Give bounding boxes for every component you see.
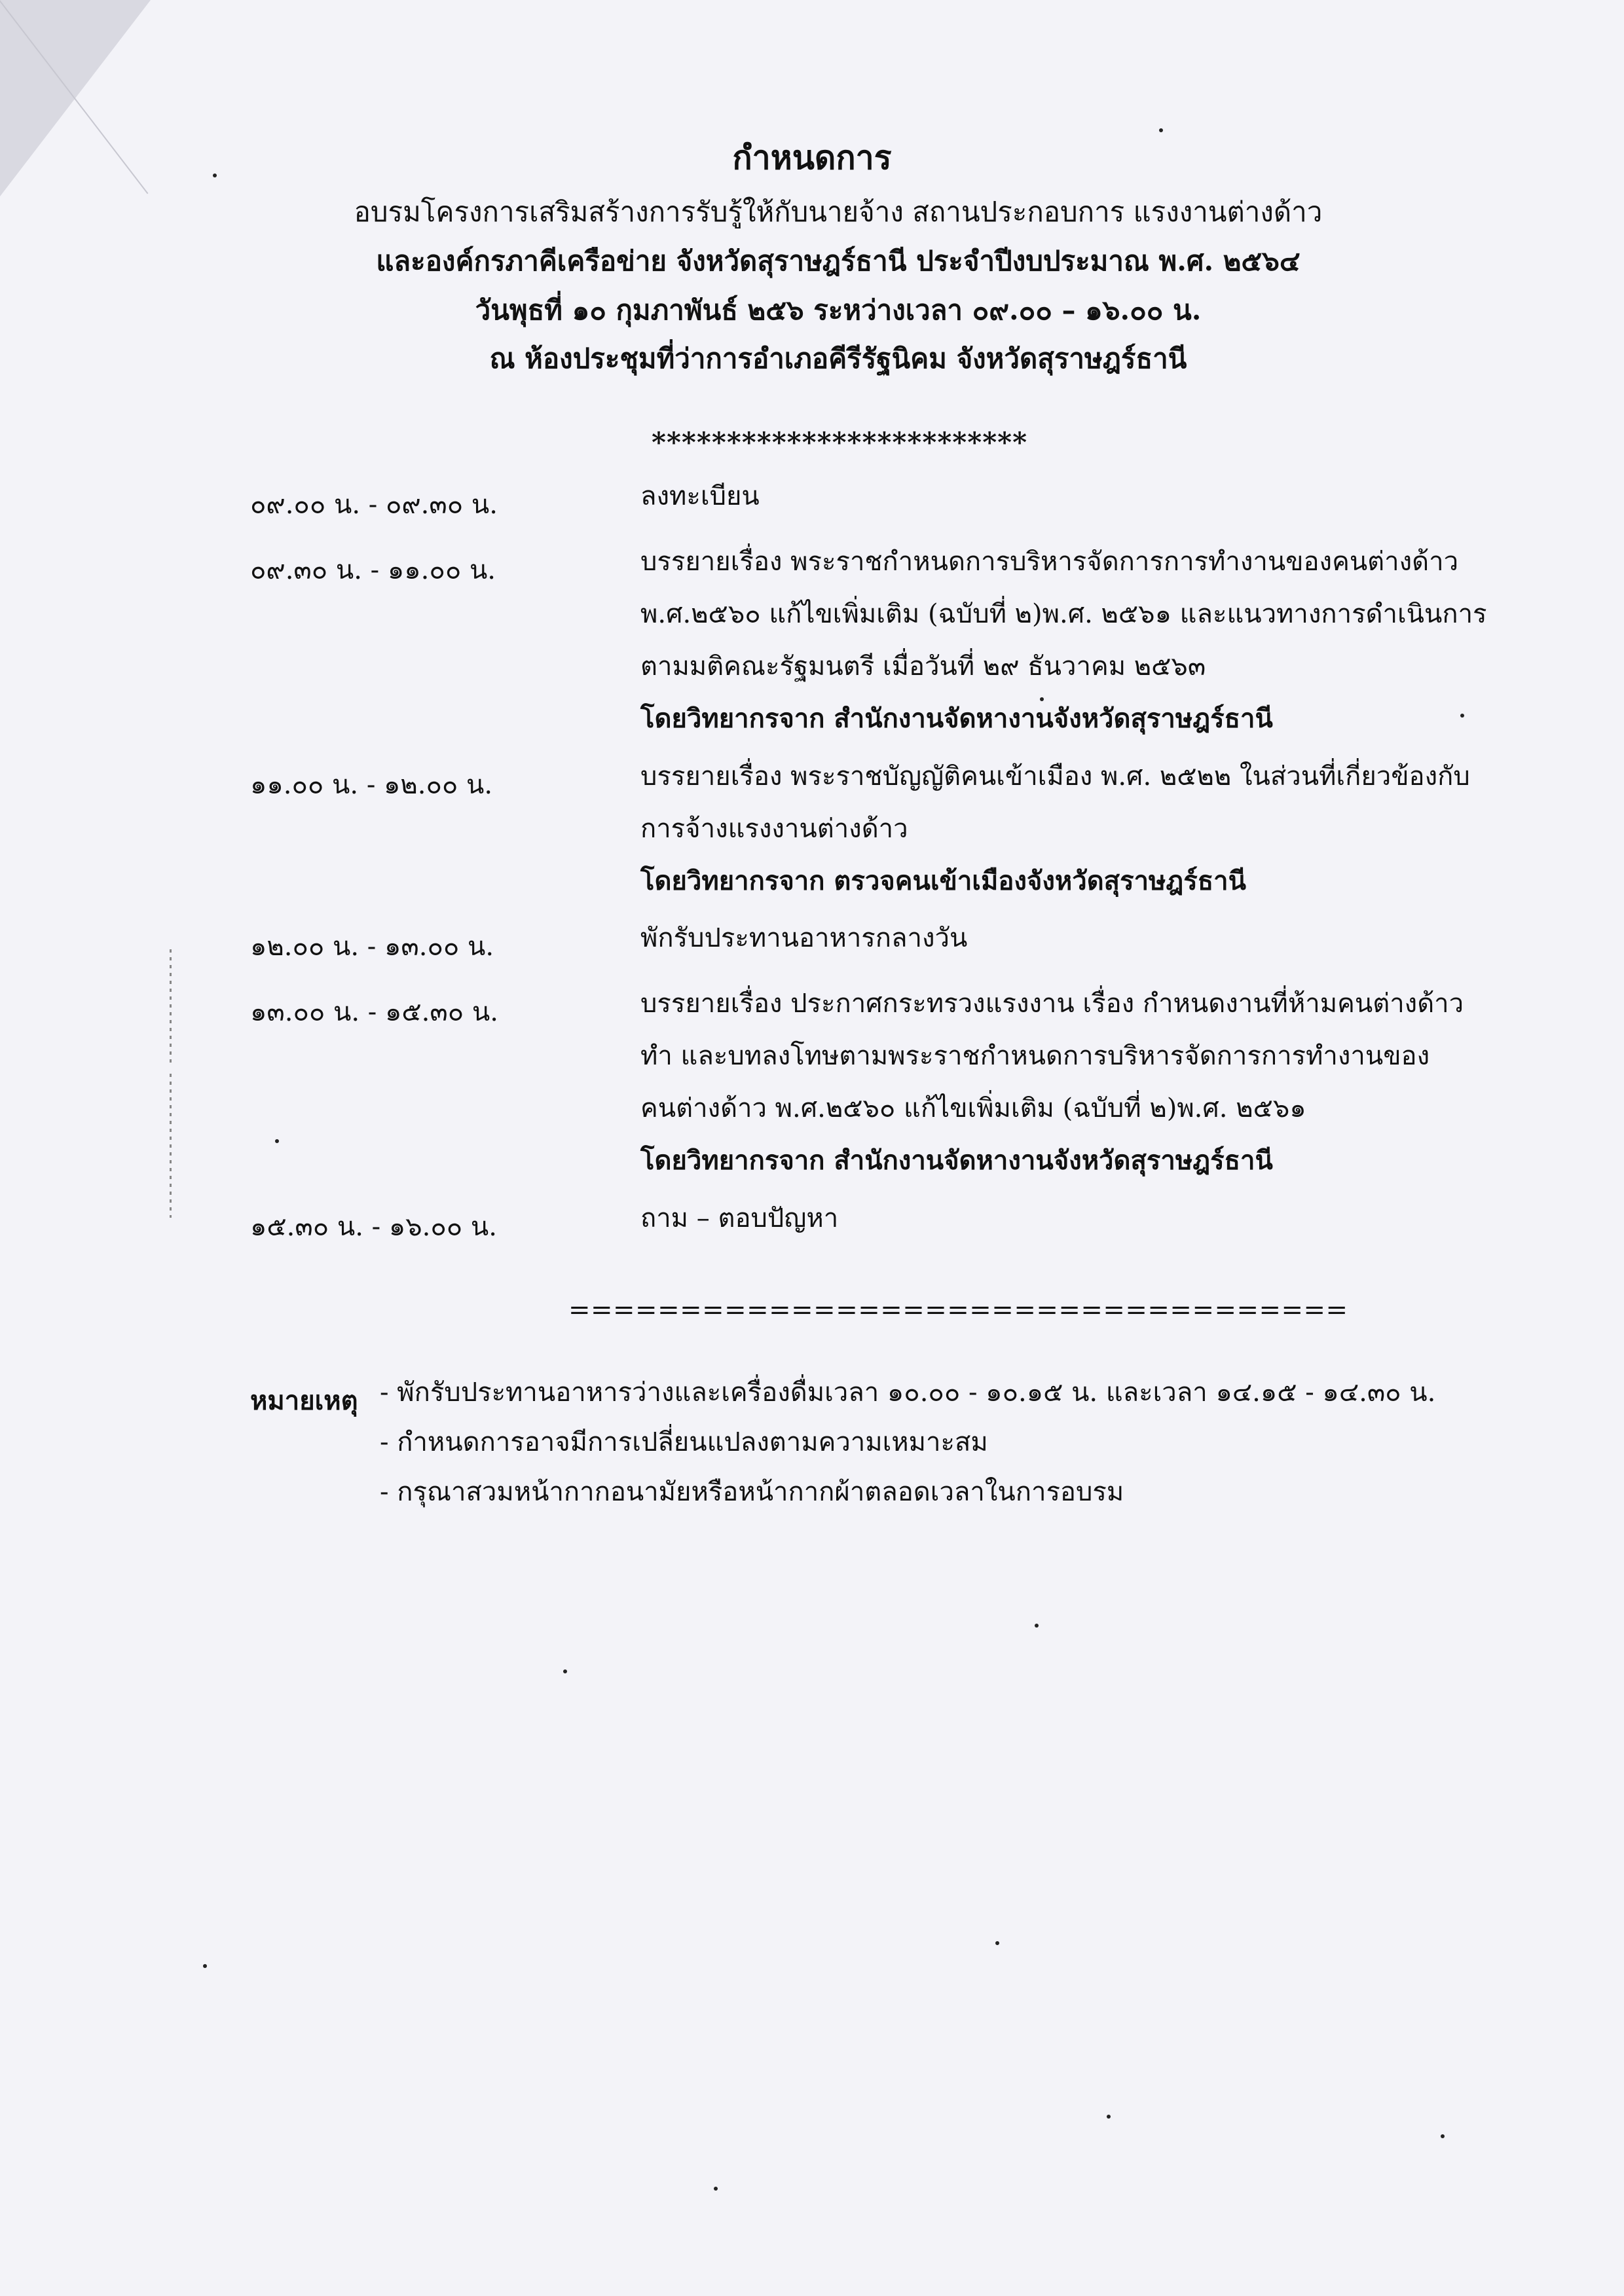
scan-speck xyxy=(995,1941,999,1945)
schedule-line: บรรยายเรื่อง ประกาศกระทรวงแรงงาน เรื่อง กำหนดงานที่ห้ามคนต่างด้าว xyxy=(640,989,1464,1019)
schedule-description xyxy=(640,470,1511,522)
schedule-description xyxy=(640,536,1511,745)
schedule-line: คนต่างด้าว พ.ศ.๒๕๖๐ แก้ไขเพิ่มเติม (ฉบับที่ ๒)พ.ศ. ๒๕๖๑ xyxy=(640,1093,1306,1123)
scan-speck xyxy=(1460,714,1464,718)
schedule-line: บรรยายเรื่อง พระราชกำหนดการบริหารจัดการการทำงานของคนต่างด้าว xyxy=(640,547,1459,577)
scan-speck xyxy=(1035,1624,1039,1628)
schedule-description xyxy=(640,977,1511,1187)
schedule-line: ทำ และบทลงโทษตามพระราชกำหนดการบริหารจัดการการทำงานของ xyxy=(640,1041,1430,1071)
note-item: - กำหนดการอาจมีการเปลี่ยนแปลงตามความเหมาะสม xyxy=(380,1427,988,1457)
schedule-line: พ.ศ.๒๕๖๐ แก้ไขเพิ่มเติม (ฉบับที่ ๒)พ.ศ. ๒๕๖๑ และแนวทางการดำเนินการ xyxy=(640,599,1487,629)
star-separator: ************************* xyxy=(652,426,1028,458)
scan-speck xyxy=(1107,2115,1111,2119)
schedule-line: บรรยายเรื่อง พระราชบัญญัติคนเข้าเมือง พ.ศ. ๒๕๒๒ ในส่วนที่เกี่ยวข้องกับ xyxy=(640,761,1470,792)
schedule-line: การจ้างแรงงานต่างด้าว xyxy=(640,814,908,844)
schedule-line: ลงทะเบียน xyxy=(640,481,760,511)
scan-speck xyxy=(203,1964,207,1968)
schedule-description xyxy=(640,912,1511,964)
header-line-2: และองค์กรภาคีเครือข่าย จังหวัดสุราษฎร์ธานี ประจำปีงบประมาณ พ.ศ. ๒๕๖๔ xyxy=(376,245,1301,277)
schedule-time: ๑๒.๐๐ น. - ๑๓.๐๐ น. xyxy=(250,932,494,962)
document-title: กำหนดการ xyxy=(732,138,892,177)
schedule-time: ๑๓.๐๐ น. - ๑๕.๓๐ น. xyxy=(250,997,498,1027)
schedule-line: ถาม – ตอบปัญหา xyxy=(640,1203,839,1233)
notes-label: หมายเหตุ xyxy=(250,1385,358,1416)
scan-speck xyxy=(1040,697,1044,701)
scan-speck xyxy=(275,1139,279,1143)
schedule-description xyxy=(640,1192,1511,1245)
scan-speck xyxy=(714,2187,718,2191)
schedule-time: ๐๙.๓๐ น. - ๑๑.๐๐ น. xyxy=(250,555,496,585)
equals-separator: =================================== xyxy=(568,1295,1348,1325)
schedule-speaker: โดยวิทยากรจาก ตรวจคนเข้าเมืองจังหวัดสุราษฎร์ธานี xyxy=(640,866,1246,896)
header-line-3: วันพุธที่ ๑๐ กุมภาพันธ์ ๒๕๖ ระหว่างเวลา ๐๙.๐๐ – ๑๖.๐๐ น. xyxy=(475,294,1202,326)
scan-speck xyxy=(213,173,217,177)
schedule-line: ตามมติคณะรัฐมนตรี เมื่อวันที่ ๒๙ ธันวาคม ๒๕๖๓ xyxy=(640,651,1206,682)
notes-list xyxy=(380,1368,1435,1517)
scan-speck xyxy=(563,1669,567,1673)
schedule-time: ๐๙.๐๐ น. - ๐๙.๓๐ น. xyxy=(250,490,498,520)
schedule-time: ๑๑.๐๐ น. - ๑๒.๐๐ น. xyxy=(250,770,493,800)
schedule-description xyxy=(640,750,1511,907)
schedule-line: พักรับประทานอาหารกลางวัน xyxy=(640,923,968,953)
schedule-speaker: โดยวิทยากรจาก สำนักงานจัดหางานจังหวัดสุราษฎร์ธานี xyxy=(640,1145,1273,1176)
scan-dotted-mark xyxy=(170,1074,172,1218)
scan-speck xyxy=(1441,2134,1445,2138)
schedule-speaker: โดยวิทยากรจาก สำนักงานจัดหางานจังหวัดสุราษฎร์ธานี xyxy=(640,703,1273,734)
note-item: - พักรับประทานอาหารว่างและเครื่องดื่มเวลา ๑๐.๐๐ - ๑๐.๑๕ น. และเวลา ๑๔.๑๕ - ๑๔.๓๐ น. xyxy=(380,1377,1436,1408)
header-line-4: ณ ห้องประชุมที่ว่าการอำเภอคีรีรัฐนิคม จังหวัดสุราษฎร์ธานี xyxy=(489,342,1187,374)
header-line-1: อบรมโครงการเสริมสร้างการรับรู้ให้กับนายจ้าง สถานประกอบการ แรงงานต่างด้าว xyxy=(354,196,1323,228)
schedule-time: ๑๕.๓๐ น. - ๑๖.๐๐ น. xyxy=(250,1212,497,1242)
scan-speck xyxy=(1159,128,1163,132)
note-item: - กรุณาสวมหน้ากากอนามัยหรือหน้ากากผ้าตลอดเวลาในการอบรม xyxy=(380,1477,1124,1507)
scan-dotted-mark xyxy=(170,949,172,1067)
